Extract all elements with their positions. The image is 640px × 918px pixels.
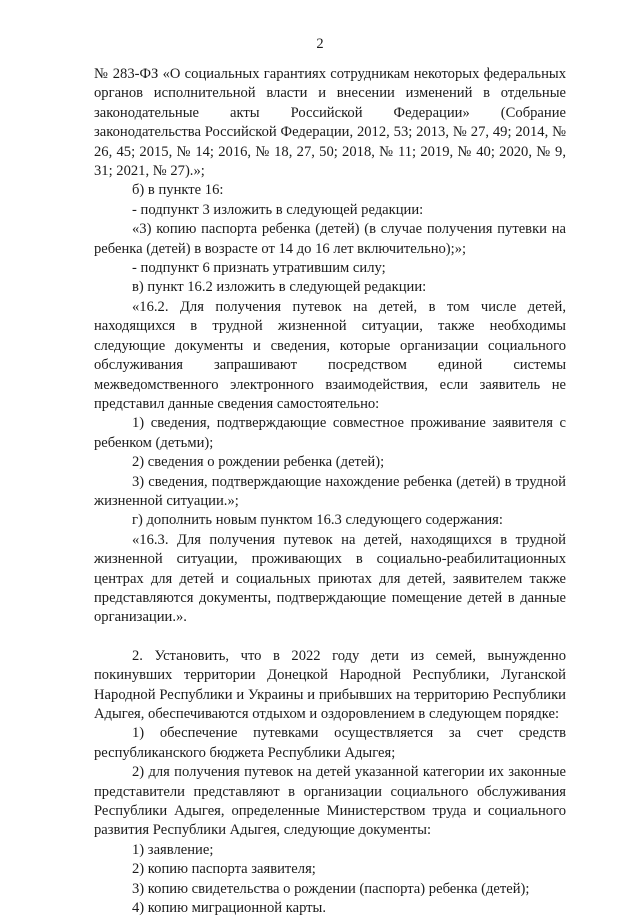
paragraph-quote-3: «3) копию паспорта ребенка (детей) (в случае получения путевки на ребенка (детей) в возрасте от 14 до 16 лет включительно);»;: [94, 221, 566, 257]
paragraph-subitem-3: - подпункт 3 изложить в следующей редакции:: [132, 201, 424, 218]
paragraph-subitem-6: - подпункт 6 признать утратившим силу;: [132, 260, 386, 277]
paragraph-16-2-item-3: 3) сведения, подтверждающие нахождение ребенка (детей) в трудной жизненной ситуации.»;: [94, 473, 566, 509]
paragraph-item-g: г) дополнить новым пунктом 16.3 следующего содержания:: [132, 512, 503, 529]
page-number: 2: [316, 36, 324, 52]
paragraph-doc-1: 1) заявление;: [132, 841, 214, 858]
paragraph-law-reference: № 283-ФЗ «О социальных гарантиях сотрудникам некоторых федеральных органов исполнительной власти и внесении изменений в отдельные законодательные акты Российской Федерации» (Собрание законодательства Российской Федерации, 2012, 53; 2013, № 27, 49; 2014, № 26, 45; 2015, № 14; 2016, № 18, 27, 50; 2018, № 11; 2019, № 40; 2020, № 9, 31; 2021, № 27).»;: [94, 66, 566, 180]
paragraph-16-2-item-2: 2) сведения о рождении ребенка (детей);: [132, 454, 385, 471]
paragraph-16-3: «16.3. Для получения путевок на детей, находящихся в трудной жизненной ситуации, проживающих в социально-реабилитационных центрах для детей и социальных приютах для детей, заявителем также представляются документы, подтверждающие помещение детей в данные организации.».: [94, 531, 566, 626]
paragraph-doc-3: 3) копию свидетельства о рождении (паспорта) ребенка (детей);: [132, 880, 530, 897]
paragraph-item-b: б) в пункте 16:: [132, 182, 224, 199]
paragraph-16-2-item-1: 1) сведения, подтверждающие совместное проживание заявителя с ребенком (детьми);: [94, 415, 566, 451]
paragraph-section-2-item-1: 1) обеспечение путевками осуществляется за счет средств республиканского бюджета Республики Адыгея;: [94, 725, 566, 761]
paragraph-doc-4: 4) копию миграционной карты.: [132, 900, 327, 917]
paragraph-section-2-item-2: 2) для получения путевок на детей указанной категории их законные представители представляют в организации социального обслуживания Республики Адыгея, определенные Министерством труда и социального развития Республики Адыгея, следующие документы:: [94, 764, 566, 839]
document-body: [94, 65, 566, 918]
paragraph-section-2: 2. Установить, что в 2022 году дети из семей, вынужденно покинувших территории Донецкой Народной Республики, Луганской Народной Республики и Украины и прибывших на территорию Республики Адыгея, обеспечиваются отдыхом и оздоровлением в следующем порядке:: [94, 647, 566, 722]
paragraph-item-v: в) пункт 16.2 изложить в следующей редакции:: [132, 279, 427, 296]
paragraph-16-2: «16.2. Для получения путевок на детей, в том числе детей, находящихся в трудной жизненной ситуации, также необходимы следующие документы и сведения, которые организации социального обслуживания запрашивают посредством единой системы межведомственного электронного взаимодействия, если заявитель не представил данные сведения самостоятельно:: [94, 298, 566, 412]
paragraph-doc-2: 2) копию паспорта заявителя;: [132, 861, 316, 878]
paragraph-gap: [94, 628, 566, 647]
